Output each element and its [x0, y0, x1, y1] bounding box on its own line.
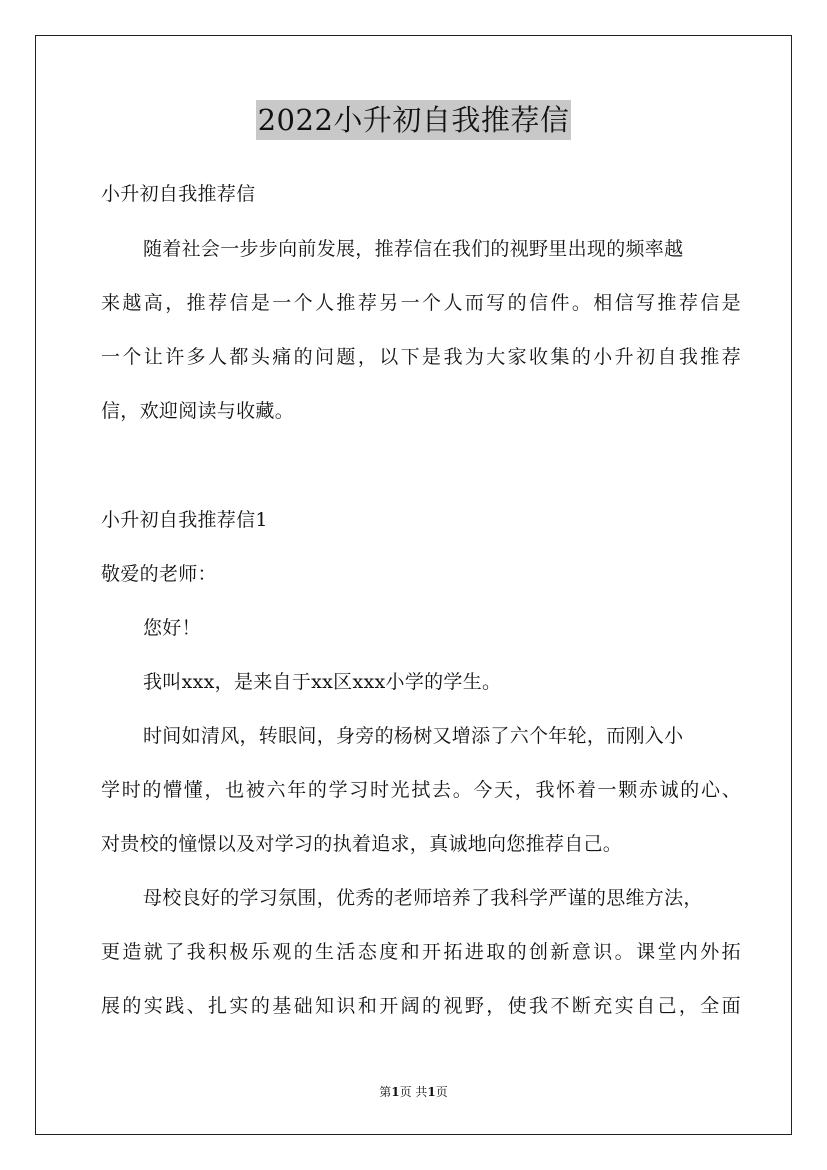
document-subtitle: 小升初自我推荐信: [101, 183, 256, 205]
section-heading: 小升初自我推荐信1: [101, 509, 268, 531]
footer-suffix: 页: [435, 1085, 448, 1099]
intro-line: 随着社会一步步向前发展，推荐信在我们的视野里出现的频率越: [143, 238, 684, 260]
greeting: 您好！: [143, 617, 201, 639]
self-intro: 我叫xxx，是来自于xx区xxx小学的学生。: [143, 671, 502, 693]
footer-page-number: 1: [391, 1085, 400, 1099]
paragraph-line: 展的实践、扎实的基础知识和开阔的视野，使我不断充实自己，全面: [101, 995, 741, 1017]
paragraph-line: 对贵校的憧憬以及对学习的执着追求，真诚地向您推荐自己。: [101, 833, 623, 855]
paragraph-line: 学时的懵懂，也被六年的学习时光拭去。今天，我怀着一颗赤诚的心、: [101, 779, 741, 801]
footer-prefix: 第: [379, 1085, 392, 1099]
intro-line: 信，欢迎阅读与收藏。: [101, 400, 295, 422]
footer-page-total: 1: [427, 1085, 436, 1099]
paragraph-line: 母校良好的学习氛围，优秀的老师培养了我科学严谨的思维方法，: [143, 887, 703, 909]
intro-line: 来越高，推荐信是一个人推荐另一个人而写的信件。相信写推荐信是: [101, 292, 741, 314]
paragraph-line: 时间如清风，转眼间，身旁的杨树又增添了六个年轮，而刚入小: [143, 725, 684, 747]
salutation: 敬爱的老师：: [101, 563, 217, 585]
title-container: [0, 100, 827, 140]
footer-mid: 页 共: [399, 1085, 428, 1099]
intro-line: 一个让许多人都头痛的问题，以下是我为大家收集的小升初自我推荐: [101, 346, 741, 368]
paragraph-line: 更造就了我积极乐观的生活态度和开拓进取的创新意识。课堂内外拓: [101, 941, 741, 963]
document-title: 2022小升初自我推荐信: [256, 100, 572, 140]
page-footer: [0, 1084, 827, 1100]
